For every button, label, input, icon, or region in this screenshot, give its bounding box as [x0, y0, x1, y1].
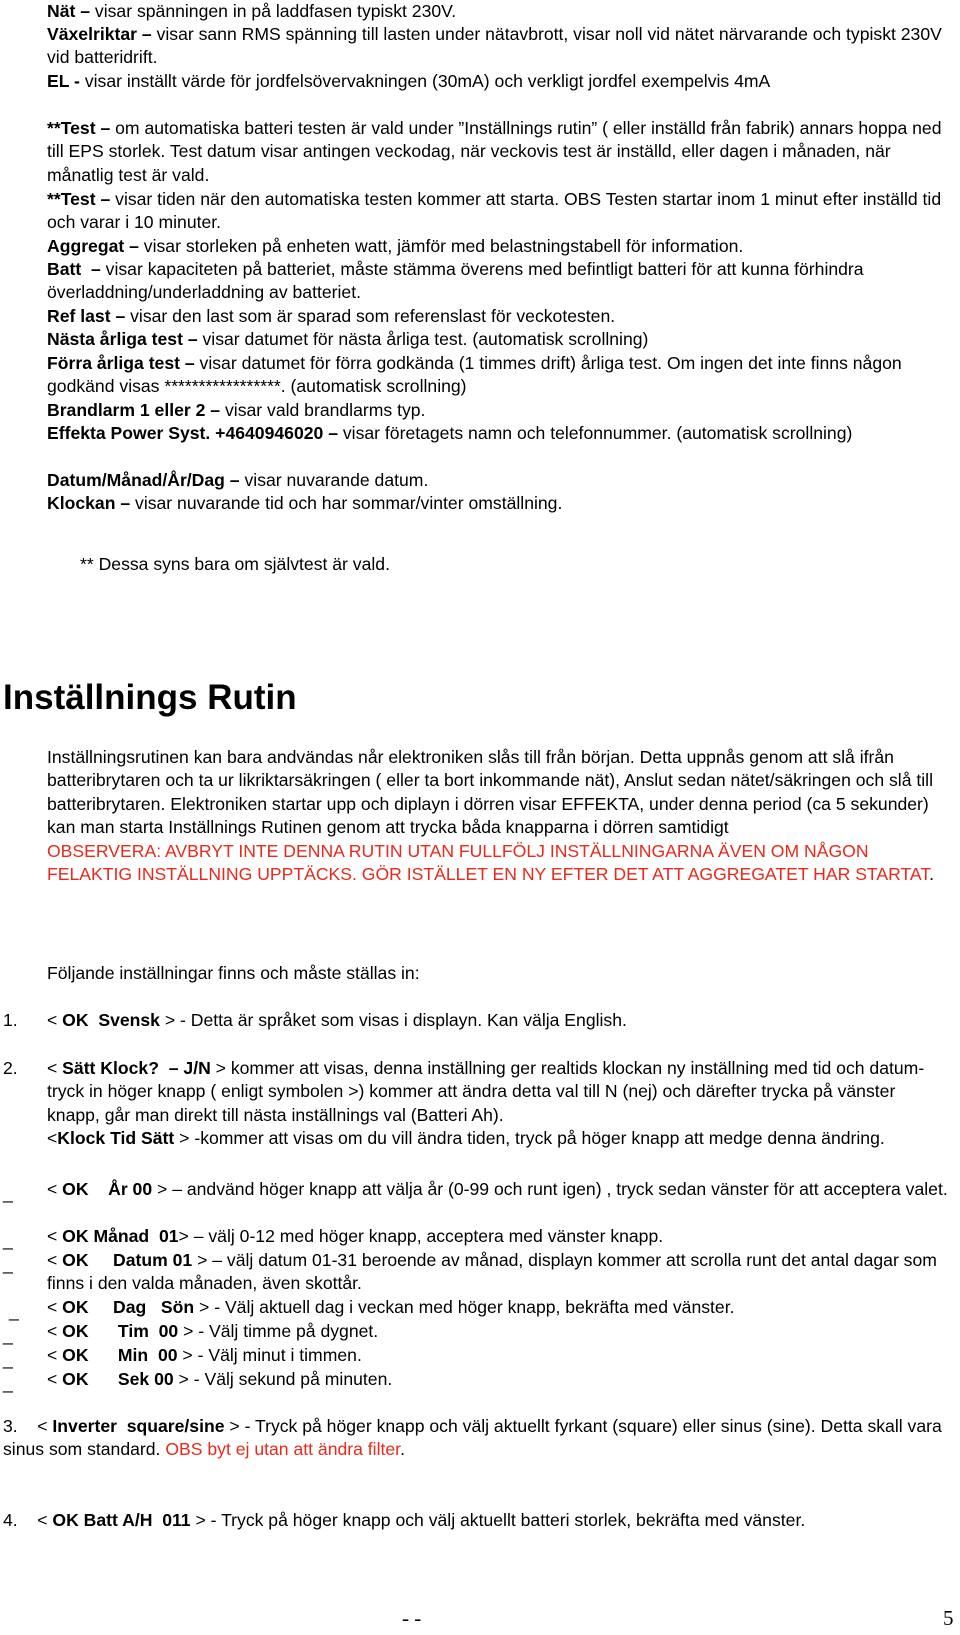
def-term: Växelriktar	[47, 24, 137, 44]
def-term: Batt	[47, 259, 82, 279]
def-nasta-arliga-test: Nästa årliga test – visar datumet för nästa årliga test. (automatisk scrollning)	[47, 329, 649, 349]
def-term: Effekta Power Syst. +4640946020	[47, 423, 324, 443]
def-term: Förra årliga test	[47, 353, 180, 373]
bullet-mark: _	[3, 1325, 13, 1345]
section-heading: Inställnings Rutin	[3, 678, 297, 717]
def-batt: Batt – visar kapaciteten på batteriet, måste stämma överens med befintligt batteri för att kunna förhindra överladdning/underladdning av batteriet.	[47, 259, 864, 303]
def-klockan: Klockan – visar nuvarande tid och har sommar/vinter omställning.	[47, 493, 563, 513]
item-number: 3.	[3, 1416, 18, 1436]
item-number: 2.	[3, 1058, 18, 1078]
def-brandlarm: Brandlarm 1 eller 2 – visar vald brandlarms typ.	[47, 400, 426, 420]
footnote: ** Dessa syns bara om självtest är vald.	[80, 554, 390, 574]
def-el: EL - visar inställt värde för jordfelsövervakningen (30mA) och verkligt jordfel exempelvis 4mA	[47, 71, 771, 91]
subitem-minute: < OK Min 00 > - Välj minut i timmen.	[47, 1345, 362, 1365]
def-term: **Test	[47, 118, 96, 138]
setting-item-3: 3. < Inverter square/sine > - Tryck på höger knapp och välj aktuellt fyrkant (square) eller sinus (sine). Detta skall vara sinus som standard. OBS byt ej utan att ändra filter.	[3, 1416, 942, 1460]
footer-dashes: - -	[402, 1606, 422, 1630]
def-forra-arliga-test: Förra årliga test – visar datumet för förra godkända (1 timmes drift) årliga test. Om ingen det inte finns någon godkänd visas *****************. (automatisk scrollning)	[47, 353, 902, 397]
item-text: < OK Svensk > - Detta är språket som visas i displayn. Kan välja English.	[47, 1010, 627, 1030]
bullet-mark: _	[3, 1183, 13, 1203]
def-term: Ref last	[47, 306, 111, 326]
bullet-mark: _	[3, 1373, 13, 1393]
subitem-second: < OK Sek 00 > - Välj sekund på minuten.	[47, 1369, 393, 1389]
def-term: Nästa årliga test	[47, 329, 183, 349]
def-nat: Nät – visar spänningen in på laddfasen typiskt 230V.	[47, 1, 457, 21]
subitem-day: < OK Dag Sön > - Välj aktuell dag i veckan med höger knapp, bekräfta med vänster.	[47, 1297, 735, 1317]
def-vaxelriktar: Växelriktar – visar sann RMS spänning till lasten under nätavbrott, visar noll vid nätet närvarande och typiskt 230V vid batteridrift.	[47, 24, 942, 68]
def-ref-last: Ref last – visar den last som är sparad som referenslast för veckotesten.	[47, 306, 616, 326]
def-term: Nät	[47, 1, 76, 21]
def-term: **Test	[47, 189, 96, 209]
def-effekta: Effekta Power Syst. +4640946020 – visar företagets namn och telefonnummer. (automatisk scrollning)	[47, 423, 853, 443]
warning-text: OBSERVERA: AVBRYT INTE DENNA RUTIN UTAN FULLFÖLJ INSTÄLLNINGARNA ÄVEN OM NÅGON FELAKTIG INSTÄLLNING UPPTÄCKS. GÖR ISTÄLLET EN NY EFTER DET ATT AGGREGATET HAR STARTAT	[47, 840, 930, 885]
def-term: Brandlarm 1 eller 2	[47, 400, 206, 420]
def-datum: Datum/Månad/År/Dag – visar nuvarande datum.	[47, 470, 429, 490]
subitem-month: < OK Månad 01> – välj 0-12 med höger knapp, acceptera med vänster knapp.	[47, 1226, 664, 1246]
def-test-tid: **Test – visar tiden när den automatiska testen kommer att starta. OBS Testen startar inom 1 minut efter inställd tid och varar i 10 minuter.	[47, 189, 942, 233]
bullet-mark: _	[3, 1349, 13, 1369]
bullet-mark: _	[3, 1254, 13, 1274]
subitem-date: < OK Datum 01 > – välj datum 01-31 beroende av månad, displayn kommer att scrolla runt det antal dagar som finns i den valda månaden, även skottår.	[47, 1250, 937, 1294]
def-term: Klockan	[47, 493, 116, 513]
bullet-mark: _	[9, 1301, 19, 1321]
item-number: 1.	[3, 1010, 18, 1030]
item-number: 4.	[3, 1510, 18, 1530]
bullet-mark: _	[3, 1230, 13, 1250]
following-text: Följande inställningar finns och måste ställas in:	[47, 963, 420, 983]
subitem-year: < OK År 00 > – andvänd höger knapp att välja år (0-99 och runt igen) , tryck sedan vänster för att acceptera valet.	[47, 1179, 948, 1199]
intro-paragraph: Inställningsrutinen kan bara andvändas når elektroniken slås till från början. Detta uppnås genom att slå ifrån batteribrytaren och ta ur likriktarsäkringen ( eller ta bort inkommande nät), Anslut sedan nätet/säkringen och slå till batteribrytaren. Elektroniken startar upp och diplayn i dörren visar EFFEKTA, under denna period (ca 5 sekunder) kan man starta Inställnings Rutinen genom att trycka båda knapparna i dörren samtidigt OBSERVERA: AVBRYT INTE DENNA RUTIN UTAN FULLFÖLJ INSTÄLLNINGARNA ÄVEN OM NÅGON FELAKTIG INSTÄLLNING UPPTÄCKS. GÖR ISTÄLLET EN NY EFTER DET ATT AGGREGATET HAR STARTAT.	[47, 747, 935, 885]
def-term: Aggregat	[47, 236, 125, 256]
subitem-hour: < OK Tim 00 > - Välj timme på dygnet.	[47, 1321, 379, 1341]
def-aggregat: Aggregat – visar storleken på enheten watt, jämför med belastningstabell för information.	[47, 236, 744, 256]
page-number: 5	[943, 1606, 954, 1630]
filter-warning: OBS byt ej utan att ändra filter	[165, 1439, 401, 1460]
item-text: < Sätt Klock? – J/N > kommer att visas, denna inställning ger realtids klockan ny inställning med tid och datum- tryck in höger knapp ( enligt symbolen >) kommer att ändra detta val till N (nej) och därefter trycka på vänster knapp, går man direkt till nästa inställnings val (Batteri Ah). <Klock Tid Sätt > -kommer att visas om du vill ändra tiden, tryck på höger knapp att medge denna ändring.	[47, 1058, 925, 1149]
def-term: Datum/Månad/År/Dag	[47, 470, 225, 490]
def-test-datum: **Test – om automatiska batteri testen är vald under ”Inställnings rutin” ( eller inställd från fabrik) annars hoppa ned till EPS storlek. Test datum visar antingen veckodag, när veckovis test är inställd, eller dagen i månaden, när månatlig test är vald.	[47, 118, 942, 185]
def-term: EL	[47, 71, 70, 91]
setting-item-4: 4. < OK Batt A/H 011 > - Tryck på höger knapp och välj aktuellt batteri storlek, bekräfta med vänster.	[3, 1510, 806, 1530]
